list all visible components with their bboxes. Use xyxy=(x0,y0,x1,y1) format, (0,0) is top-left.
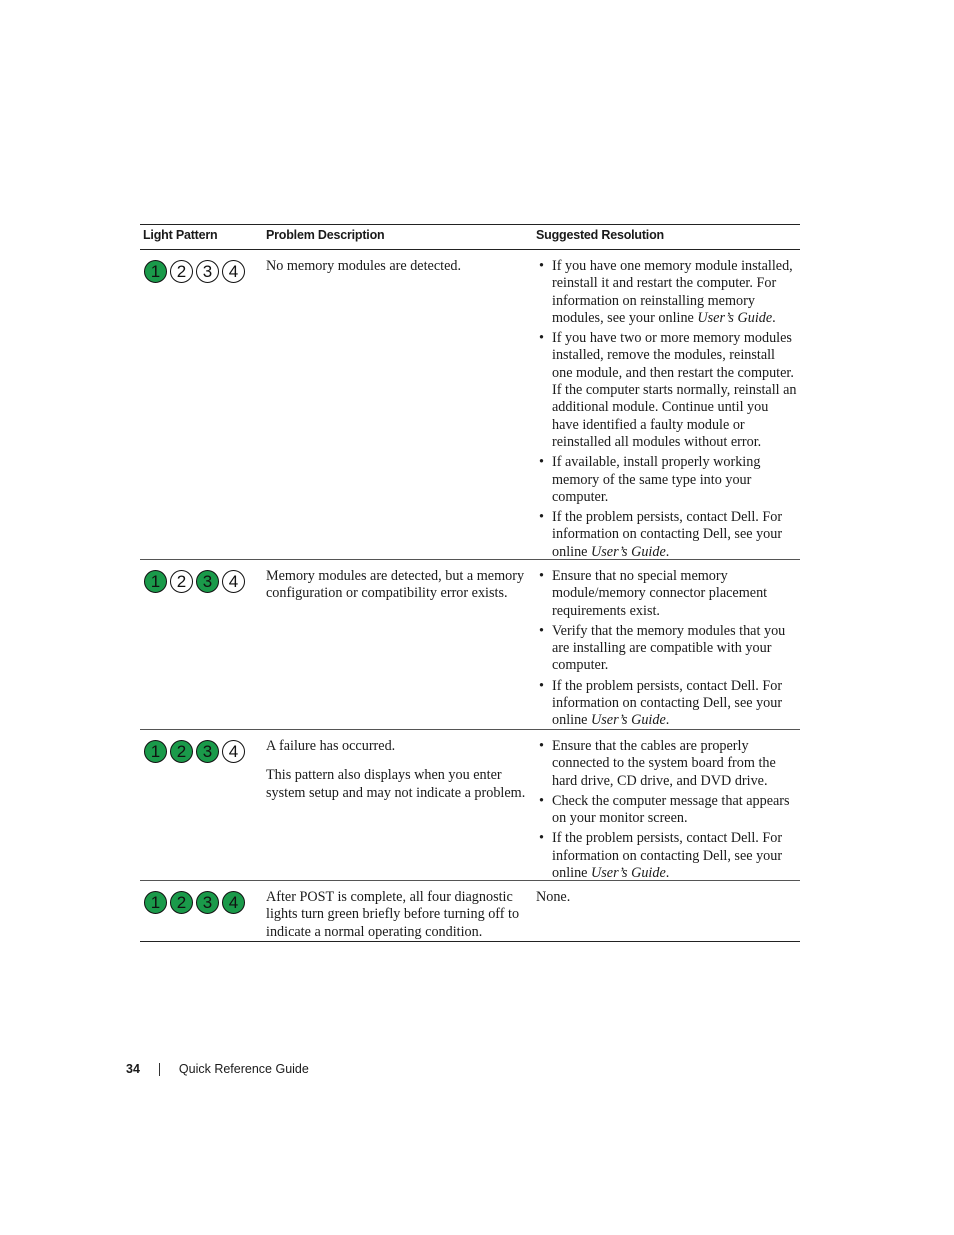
diagnostic-light-4-icon: 4 xyxy=(222,570,245,593)
page-footer xyxy=(126,1062,309,1076)
suggested-resolution xyxy=(536,568,798,733)
footer-separator xyxy=(159,1063,160,1076)
document-title: Quick Reference Guide xyxy=(178,1062,309,1076)
diagnostic-light-2-icon: 2 xyxy=(170,740,193,763)
diagnostic-light-2-icon: 2 xyxy=(170,570,193,593)
users-guide-reference: User’s Guide xyxy=(591,712,666,729)
diagnostic-light-4-icon: 4 xyxy=(222,260,245,283)
diagnostic-light-1-icon: 1 xyxy=(144,260,167,283)
light-pattern xyxy=(144,891,245,914)
resolution-bullet: • If the problem persists, contact Dell. For information on contacting Dell, see your online User’s Guide. xyxy=(536,678,798,730)
table-row xyxy=(140,730,800,881)
problem-description xyxy=(266,568,532,603)
diagnostic-light-3-icon: 3 xyxy=(196,260,219,283)
problem-paragraph: This pattern also displays when you enter system setup and may not indicate a problem. xyxy=(266,767,526,801)
table-row xyxy=(140,250,800,560)
diagnostic-light-3-icon: 3 xyxy=(196,740,219,763)
users-guide-reference: User’s Guide xyxy=(697,309,773,326)
diagnostic-lights-table xyxy=(140,224,800,942)
problem-description xyxy=(266,258,532,275)
problem-paragraph: Memory modules are detected, but a memory configuration or compatibility error exists. xyxy=(266,568,525,602)
problem-paragraph: A failure has occurred. xyxy=(266,738,396,754)
resolution-bullet: • Ensure that the cables are properly connected to the system board from the hard drive, CD drive, and DVD drive. xyxy=(536,738,798,790)
problem-description xyxy=(266,889,532,941)
suggested-resolution xyxy=(536,889,798,906)
resolution-bullet: • If the problem persists, contact Dell. For information on contacting Dell, see your online User’s Guide. xyxy=(536,830,798,882)
light-pattern xyxy=(144,570,245,593)
diagnostic-light-4-icon: 4 xyxy=(222,891,245,914)
page-number: 34 xyxy=(126,1062,140,1076)
table-header xyxy=(140,225,800,250)
suggested-resolution xyxy=(536,738,798,885)
header-light-pattern: Light Pattern xyxy=(143,228,218,242)
diagnostic-light-3-icon: 3 xyxy=(196,570,219,593)
resolution-bullet: • Verify that the memory modules that you are installing are compatible with your computer. xyxy=(536,623,798,675)
diagnostic-light-4-icon: 4 xyxy=(222,740,245,763)
diagnostic-light-3-icon: 3 xyxy=(196,891,219,914)
diagnostic-light-2-icon: 2 xyxy=(170,891,193,914)
problem-paragraph: No memory modules are detected. xyxy=(266,258,462,274)
header-suggested-resolution: Suggested Resolution xyxy=(536,228,664,242)
resolution-text: None. xyxy=(536,889,571,905)
resolution-bullet: • If you have two or more memory modules installed, remove the modules, reinstall one module, and then restart the computer. If the computer starts normally, reinstall an additional module. Continue until you have identified a faulty module or reinstalled all modules without error. xyxy=(536,330,798,451)
users-guide-reference: User’s Guide xyxy=(591,543,666,560)
light-pattern xyxy=(144,740,245,763)
table-row xyxy=(140,881,800,942)
problem-paragraph: After POST is complete, all four diagnostic lights turn green briefly before turning off to indicate a normal operating condition. xyxy=(266,889,520,940)
table-body xyxy=(140,250,800,942)
table-row xyxy=(140,560,800,730)
resolution-bullet: • Ensure that no special memory module/memory connector placement requirements exist. xyxy=(536,568,798,620)
header-problem-description: Problem Description xyxy=(266,228,385,242)
problem-description xyxy=(266,738,532,802)
resolution-bullet: • If available, install properly working memory of the same type into your computer. xyxy=(536,454,798,506)
suggested-resolution xyxy=(536,258,798,564)
resolution-bullet: • Check the computer message that appears on your monitor screen. xyxy=(536,793,798,828)
resolution-bullet: • If the problem persists, contact Dell. For information on contacting Dell, see your online User’s Guide. xyxy=(536,509,798,561)
diagnostic-light-1-icon: 1 xyxy=(144,570,167,593)
resolution-bullet: • If you have one memory module installed, reinstall it and restart the computer. For information on reinstalling memory modules, see your online User’s Guide. xyxy=(536,258,798,327)
users-guide-reference: User’s Guide xyxy=(591,865,666,882)
diagnostic-light-2-icon: 2 xyxy=(170,260,193,283)
diagnostic-light-1-icon: 1 xyxy=(144,891,167,914)
light-pattern xyxy=(144,260,245,283)
diagnostic-light-1-icon: 1 xyxy=(144,740,167,763)
